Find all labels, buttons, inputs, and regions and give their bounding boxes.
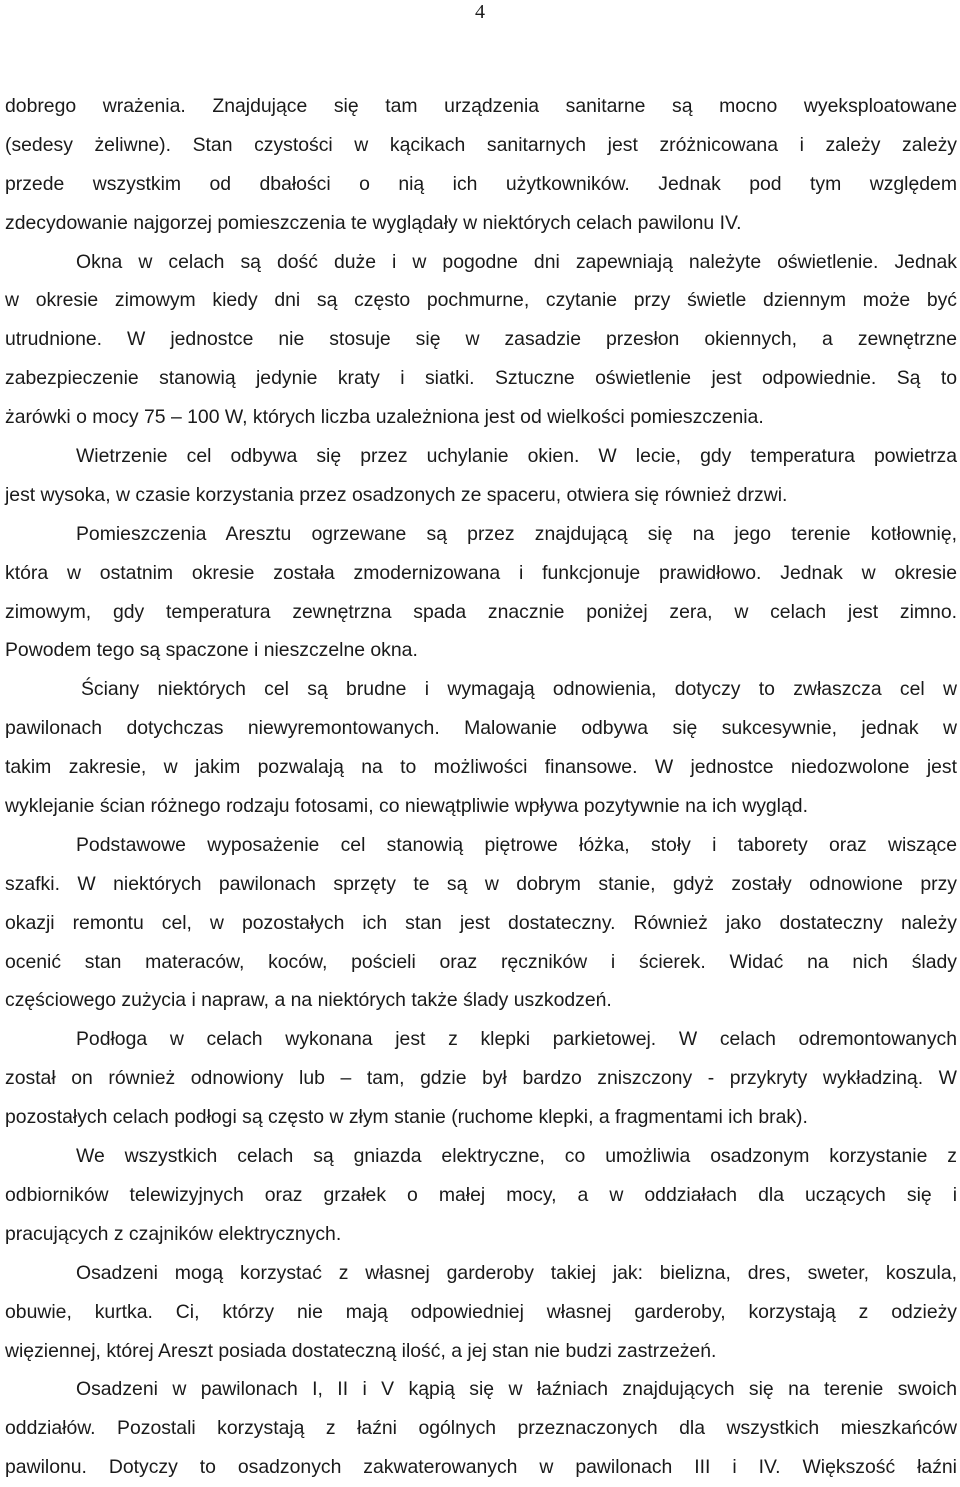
text-line: Okna w celach są dość duże i w pogodne dni zapewniają należyte oświetlenie. Jednak xyxy=(76,250,957,273)
text-line: szafki. W niektórych pawilonach sprzęty te są w dobrym stanie, gdyż zostały odnowione przy xyxy=(5,872,957,895)
text-line: takim zakresie, w jakim pozwalają na to możliwości finansowe. W jednostce niedozwolone jest xyxy=(5,756,957,779)
text-line: okazji remontu cel, w pozostałych ich stan jest dostateczny. Również jako dostateczny należy xyxy=(5,911,957,934)
text-line: Ściany niektórych cel są brudne i wymagają odnowienia, dotyczy to zwłaszcza cel w xyxy=(81,678,957,701)
text-line: więziennej, której Areszt posiada dostateczną ilość, a jej stan nie budzi zastrzeżeń. xyxy=(5,1339,717,1362)
text-line: We wszystkich celach są gniazda elektryczne, co umożliwia osadzonym korzystanie z xyxy=(76,1145,957,1168)
text-line: ocenić stan materaców, koców, pościeli oraz ręczników i ścierek. Widać na nich ślady xyxy=(5,950,957,973)
text-line: Osadzeni mogą korzystać z własnej garderoby takiej jak: bielizna, dres, sweter, koszula, xyxy=(76,1261,957,1284)
text-line: (sedesy żeliwne). Stan czystości w kącikach sanitarnych jest zróżnicowana i zależy zależy xyxy=(5,133,957,156)
text-line: obuwie, kurtka. Ci, którzy nie mają odpowiedniej własnej garderoby, korzystają z odzieży xyxy=(5,1300,957,1323)
text-line: zdecydowanie najgorzej pomieszczenia te wyglądały w niektórych celach pawilonu IV. xyxy=(5,211,742,234)
text-line: zabezpieczenie stanowią jedynie kraty i siatki. Sztuczne oświetlenie jest odpowiednie. Są to xyxy=(5,367,957,390)
text-line: pracujących z czajników elektrycznych. xyxy=(5,1222,342,1245)
text-line: dobrego wrażenia. Znajdujące się tam urządzenia sanitarne są mocno wyeksploatowane xyxy=(5,95,957,117)
text-line: Osadzeni w pawilonach I, II i V kąpią się w łaźniach znajdujących się na terenie swoich xyxy=(76,1378,957,1401)
text-line: żarówki o mocy 75 – 100 W, których liczba uzależniona jest od wielkości pomieszczenia. xyxy=(5,406,764,429)
document-body xyxy=(5,87,957,1487)
text-line: oddziałów. Pozostali korzystają z łaźni ogólnych przeznaczonych dla wszystkich mieszkańców xyxy=(5,1417,957,1440)
text-line: utrudnione. W jednostce nie stosuje się w zasadzie przesłon okiennych, a zewnętrzne xyxy=(5,328,957,351)
text-line: przede wszystkim od dbałości o nią ich użytkowników. Jednak pod tym względem xyxy=(5,172,957,195)
text-line: pawilonach dotychczas niewyremontowanych. Malowanie odbywa się sukcesywnie, jednak w xyxy=(5,717,957,740)
text-line: w okresie zimowym kiedy dni są często pochmurne, czytanie przy świetle dziennym może być xyxy=(5,289,957,312)
text-line: Wietrzenie cel odbywa się przez uchylanie okien. W lecie, gdy temperatura powietrza xyxy=(76,445,957,468)
page-number: 4 xyxy=(475,1,485,23)
text-line: częściowego zużycia i napraw, a na niektórych także ślady uszkodzeń. xyxy=(5,989,612,1012)
text-line: która w ostatnim okresie została zmodernizowana i funkcjonuje prawidłowo. Jednak w okresie xyxy=(5,561,957,584)
text-line: Powodem tego są spaczone i nieszczelne okna. xyxy=(5,639,418,662)
text-line: pawilonu. Dotyczy to osadzonych zakwaterowanych w pawilonach III i IV. Większość łaźni xyxy=(5,1456,957,1479)
text-line: został on również odnowiony lub – tam, gdzie był bardzo zniszczony - przykryty wykładziną. W xyxy=(5,1067,957,1090)
text-line: pozostałych celach podłogi są często w złym stanie (ruchome klepki, a fragmentami ich brak). xyxy=(5,1106,808,1129)
text-line: wyklejanie ścian różnego rodzaju fotosami, co niewątpliwie wpływa pozytywnie na ich wygląd. xyxy=(5,795,808,818)
text-line: odbiorników telewizyjnych oraz grzałek o małej mocy, a w oddziałach dla uczących się i xyxy=(5,1183,957,1206)
text-line: Pomieszczenia Aresztu ogrzewane są przez znajdującą się na jego terenie kotłownię, xyxy=(76,522,957,545)
text-line: Podstawowe wyposażenie cel stanowią piętrowe łóżka, stoły i taborety oraz wiszące xyxy=(76,833,957,856)
text-line: zimowym, gdy temperatura zewnętrzna spada znacznie poniżej zera, w celach jest zimno. xyxy=(5,600,957,623)
text-line: Podłoga w celach wykonana jest z klepki parkietowej. W celach odremontowanych xyxy=(76,1028,957,1051)
text-line: jest wysoka, w czasie korzystania przez osadzonych ze spaceru, otwiera się również drzwi. xyxy=(5,483,788,506)
